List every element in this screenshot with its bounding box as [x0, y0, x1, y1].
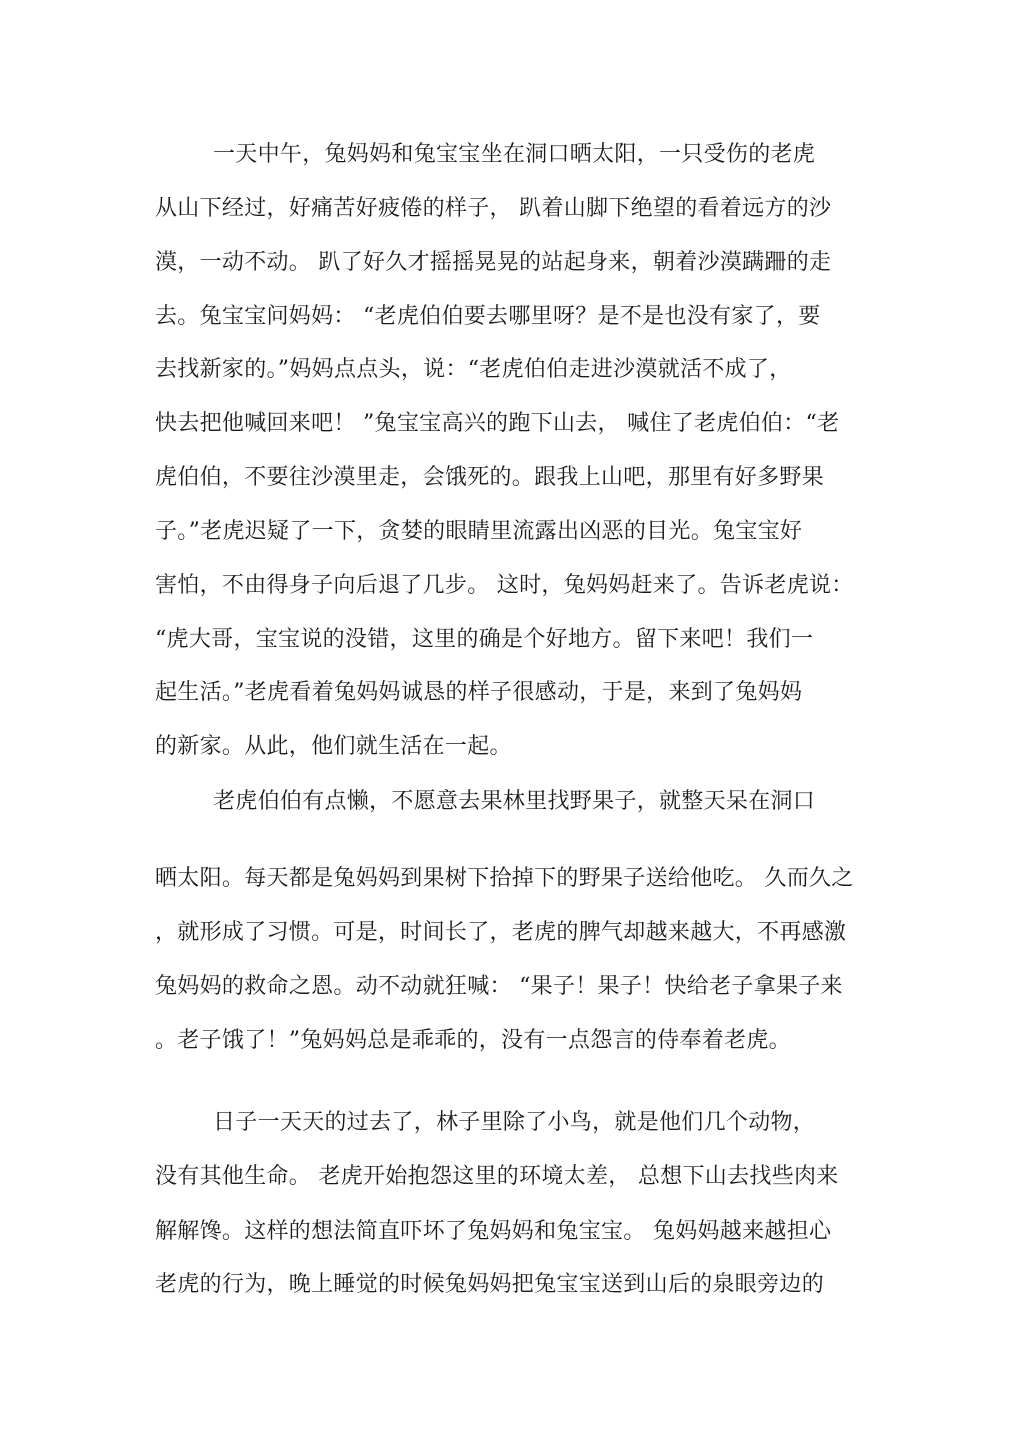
paragraph-line: 起生活。”老虎看着兔妈妈诚恳的样子很感动，于是，来到了兔妈妈: [155, 680, 803, 705]
paragraph-line: 虎伯伯，不要往沙漠里走，会饿死的。跟我上山吧，那里有好多野果: [155, 465, 825, 490]
paragraph-line: 害怕，不由得身子向后退了几步。 这时，兔妈妈赶来了。告诉老虎说：: [155, 573, 854, 598]
paragraph-line: ，就形成了习惯。可是，时间长了，老虎的脾气却越来越大，不再感激: [155, 920, 847, 945]
paragraph-line: 解解馋。这样的想法简直吓坏了兔妈妈和兔宝宝。 兔妈妈越来越担心: [155, 1219, 832, 1244]
paragraph-line: 。老子饿了！”兔妈妈总是乖乖的，没有一点怨言的侍奉着老虎。: [155, 1028, 791, 1053]
paragraph-line: “虎大哥，宝宝说的没错，这里的确是个好地方。留下来吧！我们一: [155, 627, 814, 652]
paragraph-line: 日子一天天的过去了，林子里除了小鸟，就是他们几个动物，: [213, 1110, 816, 1135]
paragraph-line: 一天中午，兔妈妈和兔宝宝坐在洞口晒太阳，一只受伤的老虎: [213, 142, 816, 167]
paragraph-line: 漠，一动不动。 趴了好久才摇摇晃晃的站起身来，朝着沙漠蹒跚的走: [155, 250, 832, 275]
paragraph-line: 没有其他生命。 老虎开始抱怨这里的环境太差， 总想下山去找些肉来: [155, 1164, 839, 1189]
paragraph-line: 的新家。从此，他们就生活在一起。: [155, 734, 512, 759]
paragraph-line: 快去把他喊回来吧！ ”兔宝宝高兴的跑下山去， 喊住了老虎伯伯：“老: [155, 411, 840, 436]
paragraph-line: 从山下经过，好痛苦好疲倦的样子， 趴着山脚下绝望的看着远方的沙: [155, 196, 832, 221]
paragraph-line: 兔妈妈的救命之恩。动不动就狂喊： “果子！果子！快给老子拿果子来: [155, 974, 843, 999]
paragraph-line: 去。兔宝宝问妈妈： “老虎伯伯要去哪里呀？是不是也没有家了，要: [155, 304, 821, 329]
paragraph-line: 子。”老虎迟疑了一下，贪婪的眼睛里流露出凶恶的目光。兔宝宝好: [155, 519, 803, 544]
paragraph-line: 晒太阳。每天都是兔妈妈到果树下拾掉下的野果子送给他吃。 久而久之: [155, 866, 854, 891]
paragraph-line: 老虎的行为，晚上睡觉的时候兔妈妈把兔宝宝送到山后的泉眼旁边的: [155, 1272, 825, 1297]
paragraph-line: 去找新家的。”妈妈点点头，说：“老虎伯伯走进沙漠就活不成了，: [155, 357, 792, 382]
paragraph-line: 老虎伯伯有点懒，不愿意去果林里找野果子，就整天呆在洞口: [213, 789, 816, 814]
